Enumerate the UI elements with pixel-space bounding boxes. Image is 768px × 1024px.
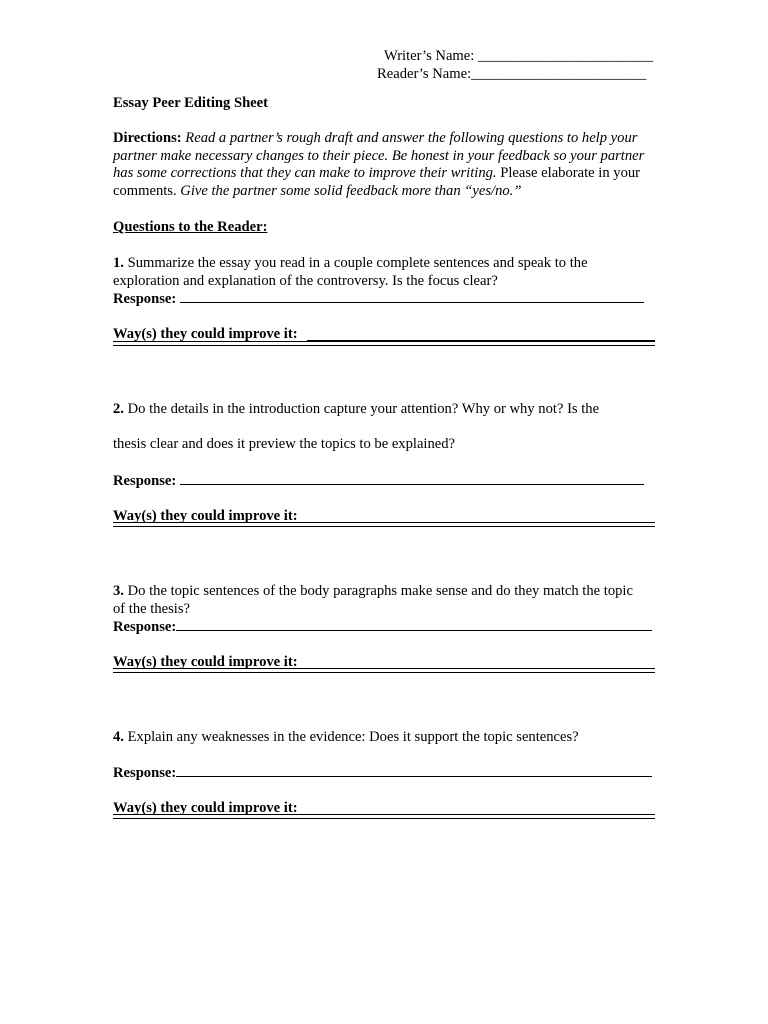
- question-2-response: [113, 472, 644, 491]
- improve-label: Way(s) they could improve it:: [113, 326, 298, 342]
- directions-text-plain: Please elaborate in your comments.: [113, 165, 641, 199]
- section-divider: [113, 341, 655, 346]
- directions-text-italic-2: Give the partner some solid feedback more than “yes/no.”: [180, 182, 522, 199]
- directions-label: Directions:: [113, 130, 182, 146]
- response-blank-line[interactable]: [176, 618, 652, 631]
- section-divider: [113, 668, 655, 673]
- question-4-number: 4.: [113, 729, 124, 745]
- question-1: [113, 255, 588, 273]
- writer-name-line: [384, 48, 653, 66]
- question-1-number: 1.: [113, 255, 124, 271]
- reader-name-blank: ________________________: [471, 66, 647, 82]
- question-2-text: Do the details in the introduction capture your attention? Why or why not? Is the: [127, 401, 600, 417]
- response-label: Response:: [113, 291, 177, 307]
- questions-heading: Questions to the Reader:: [113, 219, 268, 235]
- section-divider: [113, 814, 655, 819]
- question-2-number: 2.: [113, 401, 124, 417]
- improve-label: Way(s) they could improve it:: [113, 654, 298, 670]
- response-blank-line[interactable]: [180, 290, 644, 303]
- response-label: Response:: [113, 765, 177, 781]
- improve-label: Way(s) they could improve it:: [113, 508, 298, 524]
- question-4-response: [113, 764, 652, 783]
- directions-text-italic: Read a partner’s rough draft and answer the following questions to help your partner make necessary changes to their piece. Be honest in your feedback so your partner has some corrections that they can make to improve their writing.: [113, 130, 645, 182]
- question-1-text: Summarize the essay you read in a couple complete sentences and speak to the: [127, 255, 588, 271]
- question-4-text: Explain any weaknesses in the evidence: Does it support the topic sentences?: [127, 729, 579, 745]
- directions-paragraph: [113, 130, 658, 200]
- question-3-text: Do the topic sentences of the body paragraphs make sense and do they match the topic: [127, 583, 633, 599]
- page-title: Essay Peer Editing Sheet: [113, 95, 268, 111]
- question-1-text-line2: exploration and explanation of the controversy. Is the focus clear?: [113, 273, 498, 289]
- question-4: [113, 729, 579, 747]
- writer-name-blank: ________________________: [477, 48, 654, 64]
- response-label: Response:: [113, 619, 177, 635]
- reader-name-label: Reader’s Name:: [377, 66, 472, 82]
- question-3-response: [113, 618, 652, 637]
- response-label: Response:: [113, 473, 177, 489]
- question-2-text-line2: thesis clear and does it preview the topics to be explained?: [113, 436, 456, 452]
- improve-label: Way(s) they could improve it:: [113, 800, 298, 816]
- response-blank-line[interactable]: [180, 472, 644, 485]
- response-blank-line[interactable]: [176, 764, 652, 777]
- reader-name-line: [377, 66, 646, 84]
- question-1-response: [113, 290, 653, 309]
- question-3: [113, 583, 633, 601]
- question-3-text-line2: of the thesis?: [113, 601, 191, 617]
- writer-name-label: Writer’s Name:: [384, 48, 475, 64]
- question-3-number: 3.: [113, 583, 124, 599]
- section-divider: [113, 522, 655, 527]
- question-2: [113, 401, 599, 419]
